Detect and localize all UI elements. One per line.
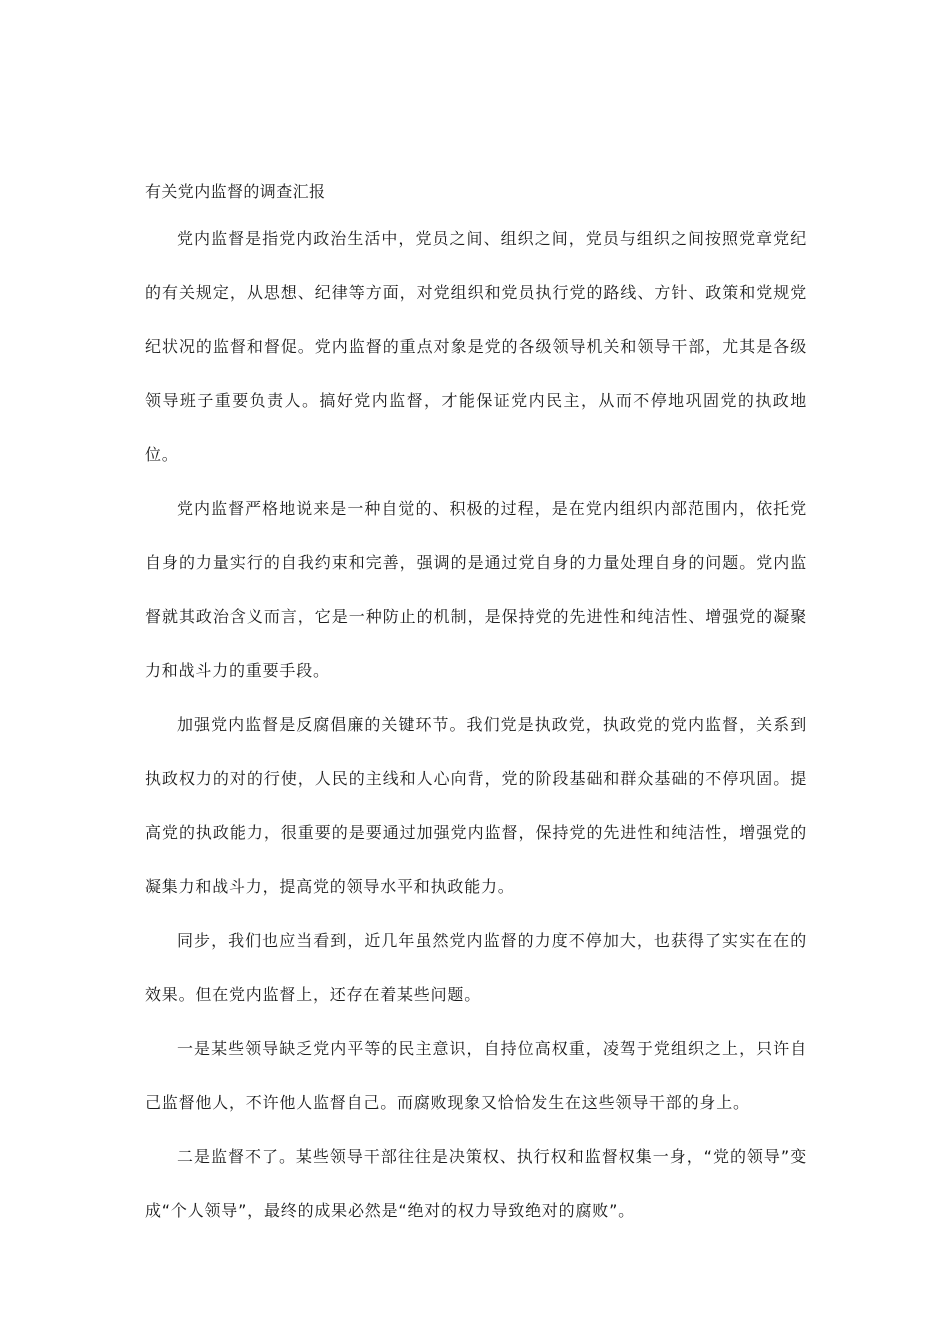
document-body (145, 172, 807, 1238)
paragraph: 党内监督严格地说来是一种自觉的、积极的过程，是在党内组织内部范围内，依托党自身的力量实行的自我约束和完善，强调的是通过党自身的力量处理自身的问题。党内监督就其政治含义而言，它是一种防止的机制，是保持党的先进性和纯洁性、增强党的凝聚力和战斗力的重要手段。 (145, 499, 807, 680)
paragraph: 同步，我们也应当看到，近几年虽然党内监督的力度不停加大，也获得了实实在在的效果。但在党内监督上，还存在着某些问题。 (145, 931, 807, 1004)
paragraph: 党内监督是指党内政治生活中，党员之间、组织之间，党员与组织之间按照党章党纪的有关规定，从思想、纪律等方面，对党组织和党员执行党的路线、方针、政策和党规党纪状况的监督和督促。党内监督的重点对象是党的各级领导机关和领导干部，尤其是各级领导班子重要负责人。搞好党内监督，才能保证党内民主，从而不停地巩固党的执政地位。 (145, 229, 807, 464)
paragraph: 二是监督不了。某些领导干部往往是决策权、执行权和监督权集一身，“党的领导”变成“个人领导”，最终的成果必然是“绝对的权力导致绝对的腐败”。 (145, 1147, 807, 1220)
document-title: 有关党内监督的调查汇报 (145, 182, 326, 201)
paragraph: 一是某些领导缺乏党内平等的民主意识，自持位高权重，凌驾于党组织之上，只许自己监督他人，不许他人监督自己。而腐败现象又恰恰发生在这些领导干部的身上。 (145, 1039, 807, 1112)
paragraph: 加强党内监督是反腐倡廉的关键环节。我们党是执政党，执政党的党内监督，关系到执政权力的对的行使，人民的主线和人心向背，党的阶段基础和群众基础的不停巩固。提高党的执政能力，很重要的是要通过加强党内监督，保持党的先进性和纯洁性，增强党的凝集力和战斗力，提高党的领导水平和执政能力。 (145, 715, 807, 896)
